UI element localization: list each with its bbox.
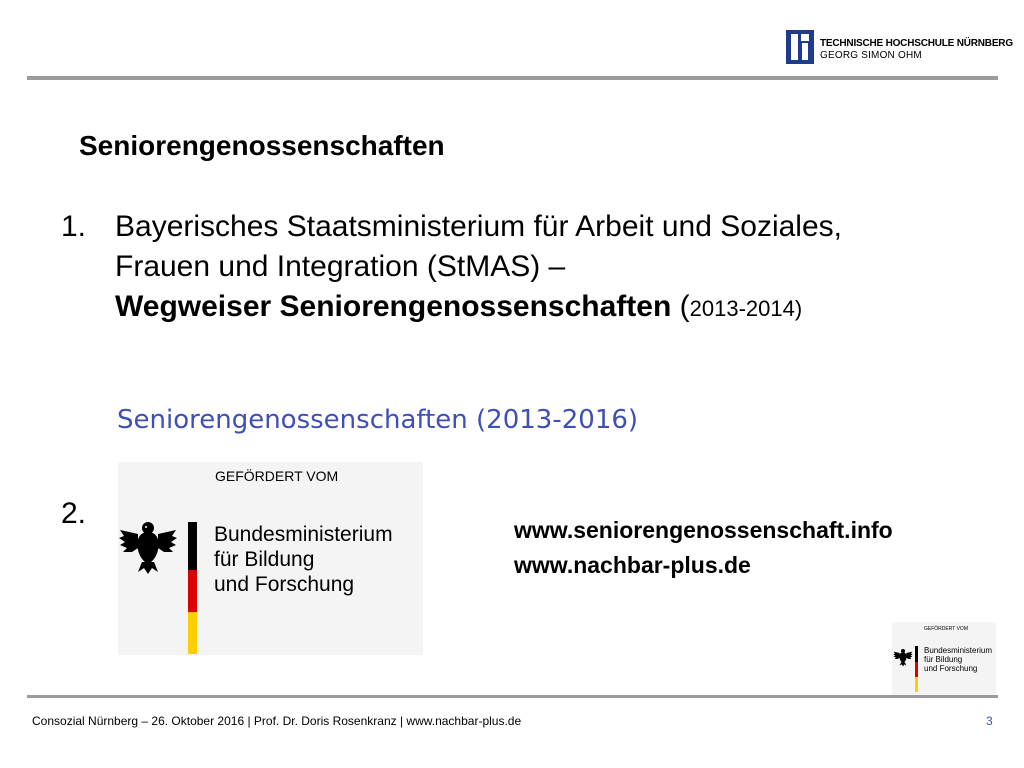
funding-label-small: GEFÖRDERT VOM (924, 626, 968, 632)
flag-black-bar-small (915, 646, 918, 662)
flag-gold-bar (188, 612, 197, 654)
funding-label: GEFÖRDERT VOM (215, 468, 339, 484)
item-1-line-1: Bayerisches Staatsministerium für Arbeit und Soziales, (115, 210, 842, 243)
ministry-name-small-line-1: Bundesministerium (924, 646, 993, 655)
flag-gold-bar-small (915, 677, 918, 692)
bmbf-funding-logo (118, 462, 423, 655)
item-1-line-3 (115, 290, 802, 324)
slide-title: Seniorengenossenschaften (79, 130, 445, 161)
url-link-1[interactable]: www.seniorengenossenschaft.info (514, 517, 893, 543)
header-divider (27, 76, 998, 80)
logo-line-2: GEORG SIMON OHM (820, 50, 922, 61)
ministry-name-small-line-3: und Forschung (924, 664, 978, 673)
federal-eagle-icon (893, 647, 913, 667)
guide-title: Wegweiser Seniorengenossenschaften (115, 290, 672, 323)
footer-text: Consozial Nürnberg – 26. Oktober 2016 | Prof. Dr. Doris Rosenkranz | www.nachbar-plus.de (32, 714, 522, 728)
guide-years: 2013-2014) (689, 296, 803, 321)
university-logo (786, 30, 1013, 66)
item-1-line-2: Frauen und Integration (StMAS) – (115, 250, 566, 283)
th-nuernberg-logo-icon (786, 30, 814, 64)
ministry-name-line-3: und Forschung (214, 573, 355, 596)
list-number-2: 2. (61, 497, 87, 530)
logo-line-1: TECHNISCHE HOCHSCHULE NÜRNBERG (820, 38, 1013, 49)
page-number: 3 (986, 714, 993, 728)
list-number-1: 1. (61, 210, 87, 243)
url-link-2[interactable]: www.nachbar-plus.de (514, 552, 751, 578)
project-subtitle: Seniorengenossenschaften (2013-2016) (117, 405, 639, 435)
federal-eagle-icon (118, 516, 178, 576)
footer-divider (27, 695, 998, 698)
ministry-name-line-1: Bundesministerium (214, 523, 393, 546)
guide-paren: ( (671, 290, 690, 323)
flag-black-bar (188, 522, 197, 570)
flag-red-bar (188, 570, 197, 612)
flag-red-bar-small (915, 662, 918, 677)
ministry-name-line-2: für Bildung (214, 548, 315, 571)
bmbf-funding-logo-small (892, 622, 996, 696)
ministry-name-small-line-2: für Bildung (924, 655, 963, 664)
